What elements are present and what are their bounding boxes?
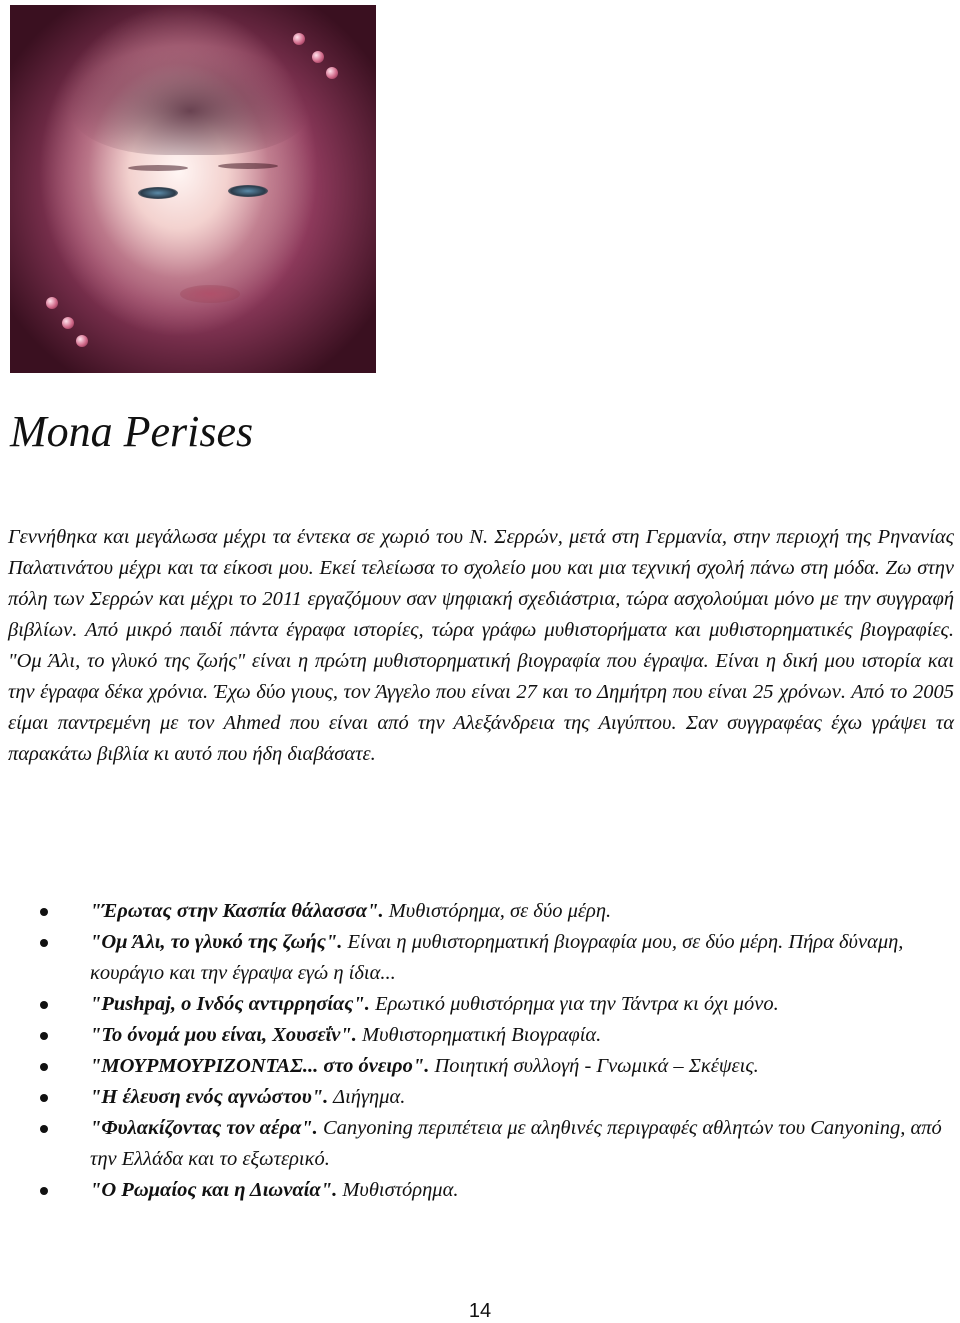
- list-item: [40, 1113, 960, 1175]
- book-description: Είναι η μυθιστορηματική βιογραφία μου, σε δύο μέρη. Πήρα δύναμη, κουράγιο και την έγραψα εγώ η ίδια...: [90, 931, 904, 984]
- list-item: [40, 1175, 960, 1206]
- book-description: Μυθιστόρημα.: [337, 1179, 459, 1201]
- book-description: Διήγημα.: [328, 1086, 406, 1108]
- bullet-icon: [40, 1125, 48, 1133]
- gem-decoration: [293, 33, 305, 45]
- book-list: [40, 896, 960, 1206]
- book-description: Μυθιστόρημα, σε δύο μέρη.: [383, 900, 612, 922]
- right-eye: [228, 185, 268, 197]
- book-title: "ΜΟΥΡΜΟΥΡΙΖΟΝΤΑΣ... στο όνειρο".: [90, 1055, 430, 1077]
- book-title: "Έρωτας στην Κασπία θάλασσα".: [90, 900, 384, 922]
- book-description: Ποιητική συλλογή - Γνωμικά – Σκέψεις.: [429, 1055, 759, 1077]
- gem-decoration: [312, 51, 324, 63]
- list-item: [40, 1082, 960, 1113]
- list-item: [40, 927, 960, 989]
- book-title: "Ομ Άλι, το γλυκό της ζωής".: [90, 931, 343, 953]
- bullet-icon: [40, 1001, 48, 1009]
- bullet-icon: [40, 1187, 48, 1195]
- bullet-icon: [40, 939, 48, 947]
- list-item: [40, 896, 960, 927]
- gem-decoration: [76, 335, 88, 347]
- gem-decoration: [326, 67, 338, 79]
- author-portrait: [10, 5, 376, 373]
- author-name: Mona Perises: [10, 407, 254, 456]
- bullet-icon: [40, 1032, 48, 1040]
- gem-decoration: [46, 297, 58, 309]
- lips: [180, 285, 240, 303]
- book-title: "Pushpaj, ο Ινδός αντιρρησίας".: [90, 993, 370, 1015]
- list-item: [40, 989, 960, 1020]
- bullet-icon: [40, 1094, 48, 1102]
- book-title: "Το όνομά μου είναι, Χουσεΐν".: [90, 1024, 357, 1046]
- book-title: "Φυλακίζοντας τον αέρα".: [90, 1117, 318, 1139]
- bullet-icon: [40, 908, 48, 916]
- book-description: Canyoning περιπέτεια με αληθινές περιγραφές αθλητών του Canyoning, από την Ελλάδα και το εξωτερικό.: [90, 1117, 942, 1170]
- book-title: "Η έλευση ενός αγνώστου".: [90, 1086, 329, 1108]
- gem-decoration: [62, 317, 74, 329]
- left-eye: [138, 187, 178, 199]
- book-description: Μυθιστορηματική Βιογραφία.: [356, 1024, 602, 1046]
- list-item: [40, 1051, 960, 1082]
- book-description: Ερωτικό μυθιστόρημα για την Τάντρα κι όχι μόνο.: [369, 993, 779, 1015]
- page-number: 14: [468, 1300, 492, 1322]
- book-title: "Ο Ρωμαίος και η Διωναία".: [90, 1179, 338, 1201]
- bullet-icon: [40, 1063, 48, 1071]
- list-item: [40, 1020, 960, 1051]
- author-biography: Γεννήθηκα και μεγάλωσα μέχρι τα έντεκα σε χωριό του Ν. Σερρών, μετά στη Γερμανία, στην περιοχή της Ρηνανίας Παλατινάτου μέχρι και τα είκοσι μου. Εκεί τελείωσα το σχολείο μου και μια τεχνική σχολή πάνω στη μόδα. Ζω στην πόλη των Σερρών και μέχρι το 2011 εργαζόμουν σαν ψηφιακή σχεδιάστρια, τώρα ασχολούμαι μόνο με την συγγραφή βιβλίων. Από μικρό παιδί πάντα έγραφα ιστορίες, τώρα γράφω μυθιστορήματα και μυθιστορηματικές βιογραφίες. "Ομ Άλι, το γλυκό της ζωής" είναι η πρώτη μυθιστορηματική βιογραφία που έγραψα. Είναι η δική μου ιστορία και την έγραφα δέκα χρόνια. Έχω δύο γιους, τον Άγγελο που είναι 27 και το Δημήτρη που είναι 25 χρόνων. Από το 2005 είμαι παντρεμένη με τον Ahmed που είναι από την Αλεξάνδρεια της Αιγύπτου. Σαν συγγραφέας έχω γράψει τα παρακάτω βιβλία κι αυτό που ήδη διαβάσατε.: [8, 526, 954, 765]
